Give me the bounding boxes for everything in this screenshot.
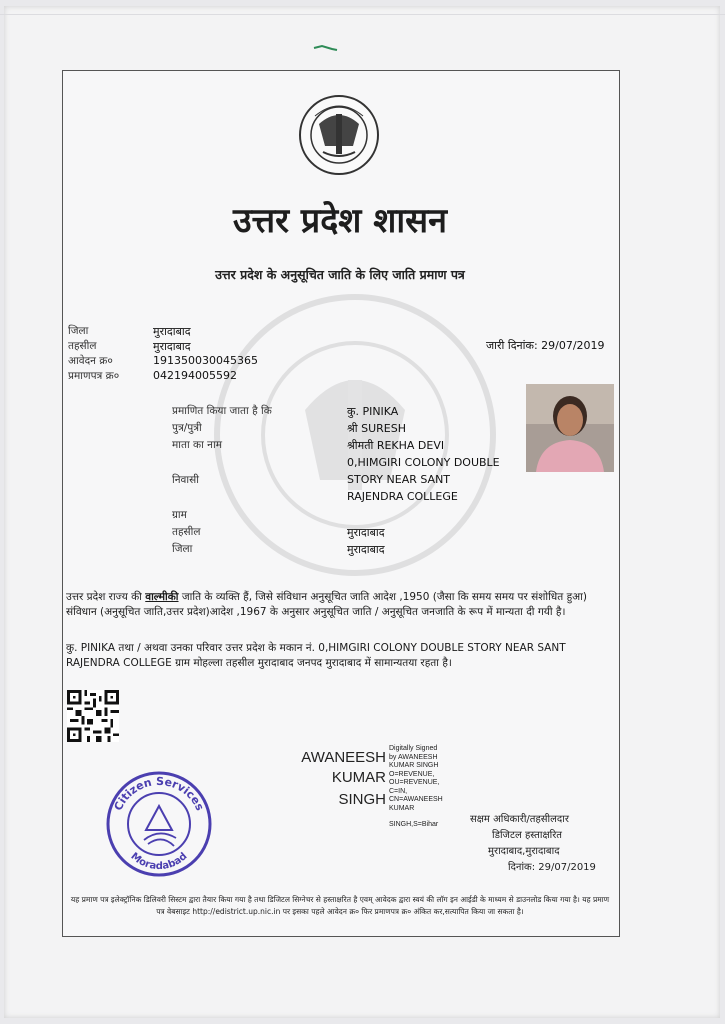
officer-digital-signed: डिजिटल हस्ताक्षरित <box>492 830 562 841</box>
page-title: उत्तर प्रदेश शासन <box>232 201 447 241</box>
detail-father: श्री SURESH <box>347 422 407 435</box>
meta-label-application-no: आवेदन क्र० <box>68 355 113 367</box>
person-photo-icon <box>526 384 614 472</box>
detail-district: मुरादाबाद <box>347 543 385 556</box>
caste-statement <box>66 590 614 620</box>
issue-date: जारी दिनांक: 29/07/2019 <box>486 339 605 352</box>
detail-address-line: STORY NEAR SANT <box>347 473 451 486</box>
signature-detail-line: KUMAR <box>389 804 415 812</box>
signature-name-line: SINGH <box>338 791 386 808</box>
paper-fold-line <box>0 14 725 15</box>
citizen-services-stamp <box>104 770 214 878</box>
residence-statement: कु. PINIKA तथा / अथवा उनका परिवार उत्तर प्रदेश के मकान नं. 0,HIMGIRI COLONY DOUBLE STORY NEAR SANT RAJENDRA COLLEGE ग्राम मोहल्ला तहसील मुरादाबाद जनपद मुरादाबाद में सामान्यतया रहता है। <box>66 642 566 669</box>
digital-signature-details <box>389 745 464 830</box>
signature-detail-line: O=REVENUE, <box>389 770 435 778</box>
caste-statement-text: जाति के व्यक्ति हैं, जिसे संविधान अनुसूचित जाति आदेश ,1950 (जैसा कि समय समय पर संशोधित हुआ) संविधान (अनुसूचित जाति,उत्तर प्रदेश)आदेश ,1967 के अनुसार अनुसूचित जाति / अनुसूचित जनजाति के रूप में मान्यता दी गयी है। <box>66 591 587 618</box>
stamp-top-text: Citizen Services <box>111 774 207 813</box>
signature-detail-line: C=IN, <box>389 787 408 795</box>
signature-detail-line <box>389 813 464 821</box>
detail-label-son-daughter: पुत्र/पुत्री <box>172 422 202 434</box>
signing-officer <box>470 812 620 876</box>
meta-label-certificate-no: प्रमाणपत्र क्र० <box>68 370 120 382</box>
stamp-bottom-text: Moradabad <box>128 850 190 873</box>
detail-address-line: RAJENDRA COLLEGE <box>347 490 458 503</box>
detail-mother: श्रीमती REKHA DEVI <box>347 439 445 452</box>
meta-value-district: मुरादाबाद <box>153 325 191 338</box>
detail-label-district: जिला <box>172 543 193 555</box>
signature-detail-line: by AWANEESH <box>389 753 438 761</box>
signature-detail-line: Digitally Signed <box>389 745 438 752</box>
caste-name: वाल्मीकी <box>145 591 179 603</box>
up-govt-emblem-icon <box>297 94 381 176</box>
officer-location: मुरादाबाद,मुरादाबाद <box>488 846 560 857</box>
detail-name: कु. PINIKA <box>347 405 399 418</box>
green-ink-mark <box>312 42 338 52</box>
meta-value-application-no: 191350030045365 <box>153 354 258 367</box>
applicant-photo <box>526 384 614 472</box>
certificate-subtitle: उत्तर प्रदेश के अनुसूचित जाति के लिए जाति प्रमाण पत्र <box>215 267 465 282</box>
detail-label-village: ग्राम <box>172 509 187 521</box>
signature-name-line: AWANEESH <box>301 749 386 766</box>
officer-date: दिनांक: 29/07/2019 <box>508 862 596 873</box>
detail-label-tehsil: तहसील <box>172 526 201 538</box>
detail-address-line: 0,HIMGIRI COLONY DOUBLE <box>347 456 500 469</box>
detail-tehsil: मुरादाबाद <box>347 526 385 539</box>
verification-footer: यह प्रमाण पत्र इलेक्ट्रॉनिक डिलिवरी सिस्टम द्वारा तैयार किया गया है तथा डिजिटल सिग्नेचर से हस्ताक्षरित है एवम् आवेदक द्वारा स्वयं की लॉग इन आईडी के माध्यम से डाउनलोड किया गया है। यह प्रमाण पत्र वेबसाइट http://edistrict.up.nic.in पर इसका पहले आवेदन क्र० फिर प्रमाणपत्र क्र० अंकित कर,सत्यापित किया जा सकता है। <box>70 895 610 916</box>
meta-value-tehsil: मुरादाबाद <box>153 340 191 353</box>
signature-detail-line: OU=REVENUE, <box>389 779 440 786</box>
detail-label-resident: निवासी <box>172 474 199 486</box>
signature-detail-line: SINGH,S=Bihar <box>389 821 439 828</box>
qr-code-icon <box>66 690 120 742</box>
signature-detail-line: KUMAR SINGH <box>389 762 439 769</box>
meta-label-tehsil: तहसील <box>68 340 97 352</box>
caste-statement-text: उत्तर प्रदेश राज्य की <box>66 591 146 603</box>
meta-label-district: जिला <box>68 325 89 337</box>
signature-name-line: KUMAR <box>331 769 386 786</box>
detail-label-certified: प्रमाणित किया जाता है कि <box>172 405 272 417</box>
meta-value-certificate-no: 042194005592 <box>153 369 237 382</box>
detail-label-mother: माता का नाम <box>172 439 222 451</box>
officer-designation: सक्षम अधिकारी/तहसीलदार <box>470 814 569 825</box>
signature-detail-line: CN=AWANEESH <box>389 796 443 803</box>
